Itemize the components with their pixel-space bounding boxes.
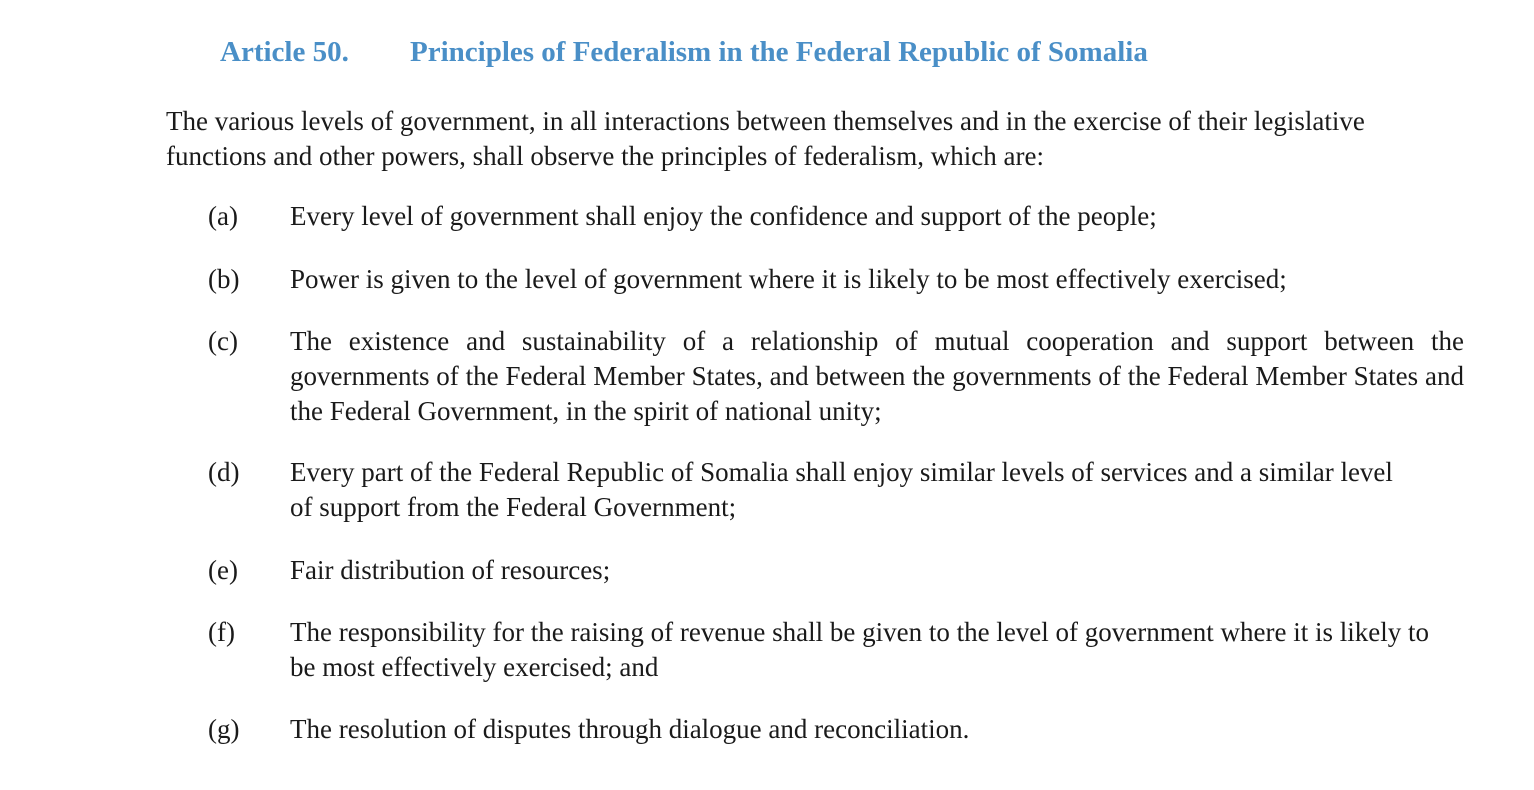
list-item-label: (b) bbox=[208, 264, 240, 294]
article-heading bbox=[220, 32, 1148, 72]
list-item-label: (g) bbox=[208, 714, 240, 744]
list-item bbox=[208, 712, 1464, 747]
list-item bbox=[208, 615, 1464, 685]
intro-paragraph: The various levels of government, in all interactions between themselves and in the exercise of their legislative functions and other powers, shall observe the principles of federalism, which are: bbox=[166, 106, 1365, 171]
list-item-label: (c) bbox=[208, 326, 238, 356]
list-item-text: The responsibility for the raising of revenue shall be given to the level of government where it is likely to be most effectively exercised; and bbox=[290, 617, 1429, 682]
list-item-text: Every level of government shall enjoy the confidence and support of the people; bbox=[290, 201, 1157, 231]
list-item-label: (d) bbox=[208, 457, 240, 487]
list-item bbox=[208, 553, 1464, 588]
list-item bbox=[208, 262, 1464, 297]
list-item-text: The resolution of disputes through dialogue and reconciliation. bbox=[290, 714, 970, 744]
list-item-text: Fair distribution of resources; bbox=[290, 555, 611, 585]
list-item-label: (a) bbox=[208, 201, 238, 231]
list-item-label: (e) bbox=[208, 555, 238, 585]
list-item bbox=[208, 324, 1464, 429]
list-item-label: (f) bbox=[208, 617, 235, 647]
article-number: Article 50. bbox=[220, 36, 349, 68]
list-item-text: Power is given to the level of government where it is likely to be most effectively exercised; bbox=[290, 264, 1287, 294]
list-item bbox=[208, 455, 1464, 525]
list-item-text: The existence and sustainability of a relationship of mutual cooperation and support between the governments of the Federal Member States, and between the governments of the Federal Member States and the Federal Government, in the spirit of national unity; bbox=[290, 326, 1464, 426]
article-title: Principles of Federalism in the Federal Republic of Somalia bbox=[410, 36, 1148, 68]
list-item bbox=[208, 199, 1464, 234]
list-item-text: Every part of the Federal Republic of Somalia shall enjoy similar levels of services and a similar level of support from the Federal Government; bbox=[290, 457, 1393, 522]
